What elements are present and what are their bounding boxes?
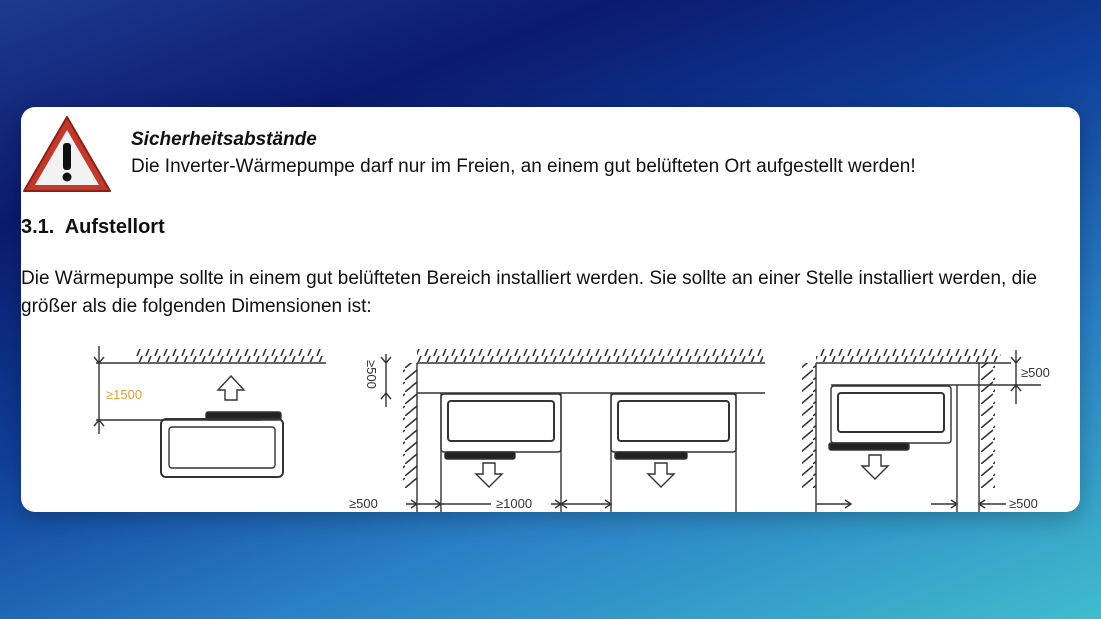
fig2-clearance-top: ≥500 bbox=[364, 360, 379, 389]
section-title: Aufstellort bbox=[64, 216, 165, 238]
section-paragraph bbox=[21, 265, 1080, 321]
warning-triangle-icon bbox=[21, 113, 113, 195]
fig3-clearance-top: ≥500 bbox=[1021, 365, 1050, 380]
section-number: 3.1. bbox=[21, 216, 55, 238]
paragraph-line-2: größer als die folgenden Dimensionen ist: bbox=[21, 296, 372, 317]
fig2-clearance-middle: ≥1000 bbox=[496, 496, 533, 511]
fig1-clearance-top: ≥1500 bbox=[106, 387, 143, 402]
figure-1 bbox=[94, 346, 326, 477]
section-heading bbox=[21, 216, 165, 239]
paragraph-line-1: Die Wärmepumpe sollte in einem gut belüfteten Bereich installiert werden. Sie sollte an einer Stelle installiert werden, die bbox=[21, 268, 1037, 289]
figure-3 bbox=[802, 349, 1041, 512]
fig3-clearance-right: ≥500 bbox=[1009, 496, 1038, 511]
figure-2 bbox=[381, 349, 765, 512]
document-card bbox=[21, 107, 1080, 512]
warning-title: Sicherheitsabstände bbox=[131, 129, 317, 150]
warning-text: Die Inverter-Wärmepumpe darf nur im Freien, an einem gut belüfteten Ort aufgestellt werden! bbox=[131, 156, 916, 177]
clearance-diagrams bbox=[81, 332, 1080, 512]
fig2-clearance-left: ≥500 bbox=[349, 496, 378, 511]
